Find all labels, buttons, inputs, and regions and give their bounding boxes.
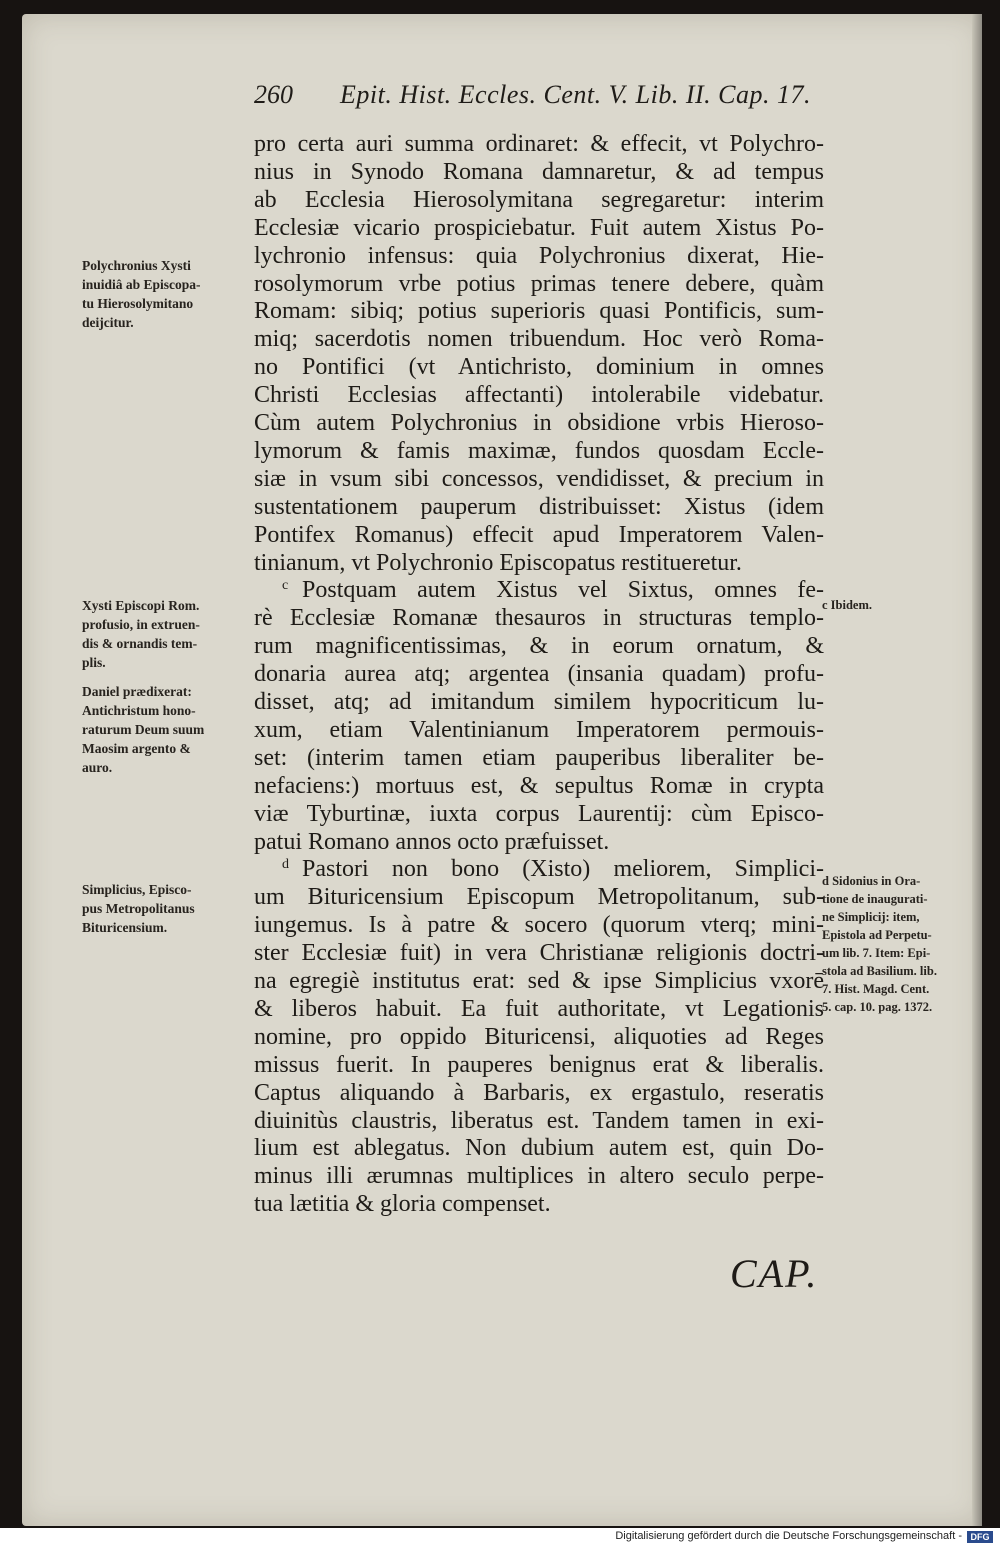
margin-note-line: c Ibidem. bbox=[822, 598, 872, 612]
text-line: nius in Synodo Romana damnaretur, & ad tempus bbox=[254, 158, 824, 185]
margin-note-line: ne Simplicij: item, bbox=[822, 910, 920, 924]
text-line: minus illi ærumnas multiplices in altero seculo perpe- bbox=[254, 1163, 824, 1190]
margin-note-line: pus Metropolitanus bbox=[82, 901, 195, 916]
text-line: viæ Tyburtinæ, iuxta corpus Laurentij: cùm Episco- bbox=[254, 800, 824, 827]
margin-note-line: Bituricensium. bbox=[82, 920, 168, 935]
margin-note-line: plis. bbox=[82, 655, 106, 670]
text-line: diuinitùs claustris, liberatus est. Tandem tamen in exi- bbox=[254, 1107, 824, 1134]
margin-note-line: 7. Hist. Magd. Cent. bbox=[822, 982, 930, 996]
text-line: patui Romano annos octo præfuisset. bbox=[254, 828, 610, 855]
text-line: & liberos habuit. Ea fuit authoritate, vt Legationis bbox=[254, 995, 824, 1022]
text-line-content: Postquam autem Xistus vel Sixtus, omnes fe- bbox=[302, 577, 824, 604]
text-line: Ecclesiæ vicario prospiciebatur. Fuit autem Xistus Po- bbox=[254, 214, 824, 241]
note-marker: d bbox=[282, 857, 289, 873]
text-line: rosolymorum vrbe potius primas tenere debere, quàm bbox=[254, 270, 824, 297]
text-line: pro certa auri summa ordinaret: & effecit, vt Polychro- bbox=[254, 131, 824, 157]
margin-note-line: Polychronius Xysti bbox=[82, 258, 191, 273]
margin-note-line: Maosim argento & bbox=[82, 741, 191, 756]
margin-note-line: dis & ornandis tem- bbox=[82, 636, 198, 651]
text-line: set: (interim tamen etiam pauperibus liberaliter be- bbox=[254, 744, 824, 771]
note-marker: c bbox=[282, 578, 289, 594]
margin-note-line: d Sidonius in Ora- bbox=[822, 874, 921, 888]
catchword: CAP. bbox=[730, 1251, 819, 1296]
margin-note-line: tione de inaugurati- bbox=[822, 892, 928, 906]
margin-note-line: 5. cap. 10. pag. 1372. bbox=[822, 1000, 933, 1014]
text-line: missus fuerit. In pauperes benignus erat & liberalis. bbox=[254, 1051, 824, 1078]
page-number: 260 bbox=[254, 80, 293, 109]
margin-note-line: Simplicius, Episco- bbox=[82, 882, 192, 897]
text-line: nefaciens:) mortuus est, & sepultus Romæ in crypta bbox=[254, 772, 824, 799]
text-line: Cùm autem Polychronius in obsidione vrbis Hieroso- bbox=[254, 410, 824, 436]
footer-credit: Digitalisierung gefördert durch die Deutsche Forschungsgemeinschaft - bbox=[615, 1530, 962, 1542]
text-line: lychronio infensus: quia Polychronius dixerat, Hie- bbox=[254, 242, 824, 269]
text-line: disset, atq; ad imitandum similem hypocriticum lu- bbox=[254, 689, 824, 715]
text-line: lymorum & famis maximæ, fundos quosdam Eccle- bbox=[254, 437, 824, 464]
text-line: siæ in vsum sibi concessos, vendidisset, & precium in bbox=[254, 465, 824, 492]
text-line: tinianum, vt Polychronio Episcopatus restitueretur. bbox=[254, 549, 742, 576]
margin-note-line: stola ad Basilium. lib. bbox=[822, 964, 937, 978]
text-line: ster Ecclesiæ fuit) in vera Christianæ religionis doctri- bbox=[254, 940, 824, 967]
text-line: nomine, pro oppido Bituricensi, aliquoties ad Reges bbox=[254, 1023, 824, 1050]
margin-note-line: Antichristum hono- bbox=[82, 703, 196, 718]
margin-note-line: Daniel prædixerat: bbox=[82, 684, 192, 699]
text-line: rè Ecclesiæ Romanæ thesauros in structuras templo- bbox=[254, 605, 824, 632]
margin-note-line: deijcitur. bbox=[82, 315, 134, 330]
text-line: Romam: sibiq; potius superioris quasi Pontificis, sum- bbox=[254, 298, 824, 325]
margin-note-line: Xysti Episcopi Rom. bbox=[82, 598, 200, 613]
page-edge bbox=[972, 14, 982, 1526]
text-line: no Pontifici (vt Antichristo, dominium in omnes bbox=[254, 354, 824, 381]
margin-note bbox=[82, 256, 201, 332]
text-line: donaria aurea atq; argentea (insania quadam) profu- bbox=[254, 661, 824, 688]
margin-note-line: raturum Deum suum bbox=[82, 722, 205, 737]
margin-note-line: profusio, in extruen- bbox=[82, 617, 200, 632]
margin-note bbox=[82, 880, 195, 937]
text-line: miq; sacerdotis nomen tribuendum. Hoc verò Roma- bbox=[254, 326, 824, 353]
margin-note-line: um lib. 7. Item: Epi- bbox=[822, 946, 931, 960]
text-line: ab Ecclesia Hierosolymitana segregaretur: interim bbox=[254, 186, 824, 213]
text-line-content: Pastori non bono (Xisto) meliorem, Simplici- bbox=[302, 856, 824, 883]
text-line bbox=[282, 576, 824, 604]
text-line: lium est ablegatus. Non dubium autem est, quin Do- bbox=[254, 1135, 824, 1162]
text-line: Captus aliquando à Barbaris, ex ergastulo, reseratis bbox=[254, 1079, 824, 1106]
text-line: Christi Ecclesias affectanti) intolerabile videbatur. bbox=[254, 382, 824, 409]
margin-note bbox=[82, 682, 204, 777]
running-head: Epit. Hist. Eccles. Cent. V. Lib. II. Cap. 17. bbox=[340, 80, 811, 109]
text-line: sustentationem pauperum distribuisset: Xistus (idem bbox=[254, 493, 824, 520]
text-line: iungemus. Is à patre & socero (quorum vterq; mini- bbox=[254, 912, 824, 939]
margin-note-line: tu Hierosolymitano bbox=[82, 296, 194, 311]
margin-note-line: auro. bbox=[82, 760, 113, 775]
margin-note bbox=[82, 596, 200, 672]
text-line: Pontifex Romanus) effecit apud Imperatorem Valen- bbox=[254, 521, 824, 548]
margin-note-line: Epistola ad Perpetu- bbox=[822, 928, 932, 942]
text-line bbox=[282, 855, 824, 883]
footer-bar bbox=[0, 1528, 1000, 1547]
text-line: tua lætitia & gloria compenset. bbox=[254, 1191, 551, 1218]
margin-note-line: inuidiâ ab Episcopa- bbox=[82, 277, 201, 292]
text-line: rum magnificentissimas, & in eorum ornatum, & bbox=[254, 633, 824, 660]
text-line: na egregiè institutus erat: sed & ipse Simplicius vxorē bbox=[254, 968, 824, 994]
text-line: um Bituricensium Episcopum Metropolitanum, sub- bbox=[254, 884, 824, 911]
margin-note bbox=[822, 872, 937, 1016]
text-line: xum, etiam Valentinianum Imperatorem permouis- bbox=[254, 716, 824, 743]
margin-note bbox=[822, 596, 872, 614]
dfg-logo: DFG bbox=[967, 1531, 993, 1543]
